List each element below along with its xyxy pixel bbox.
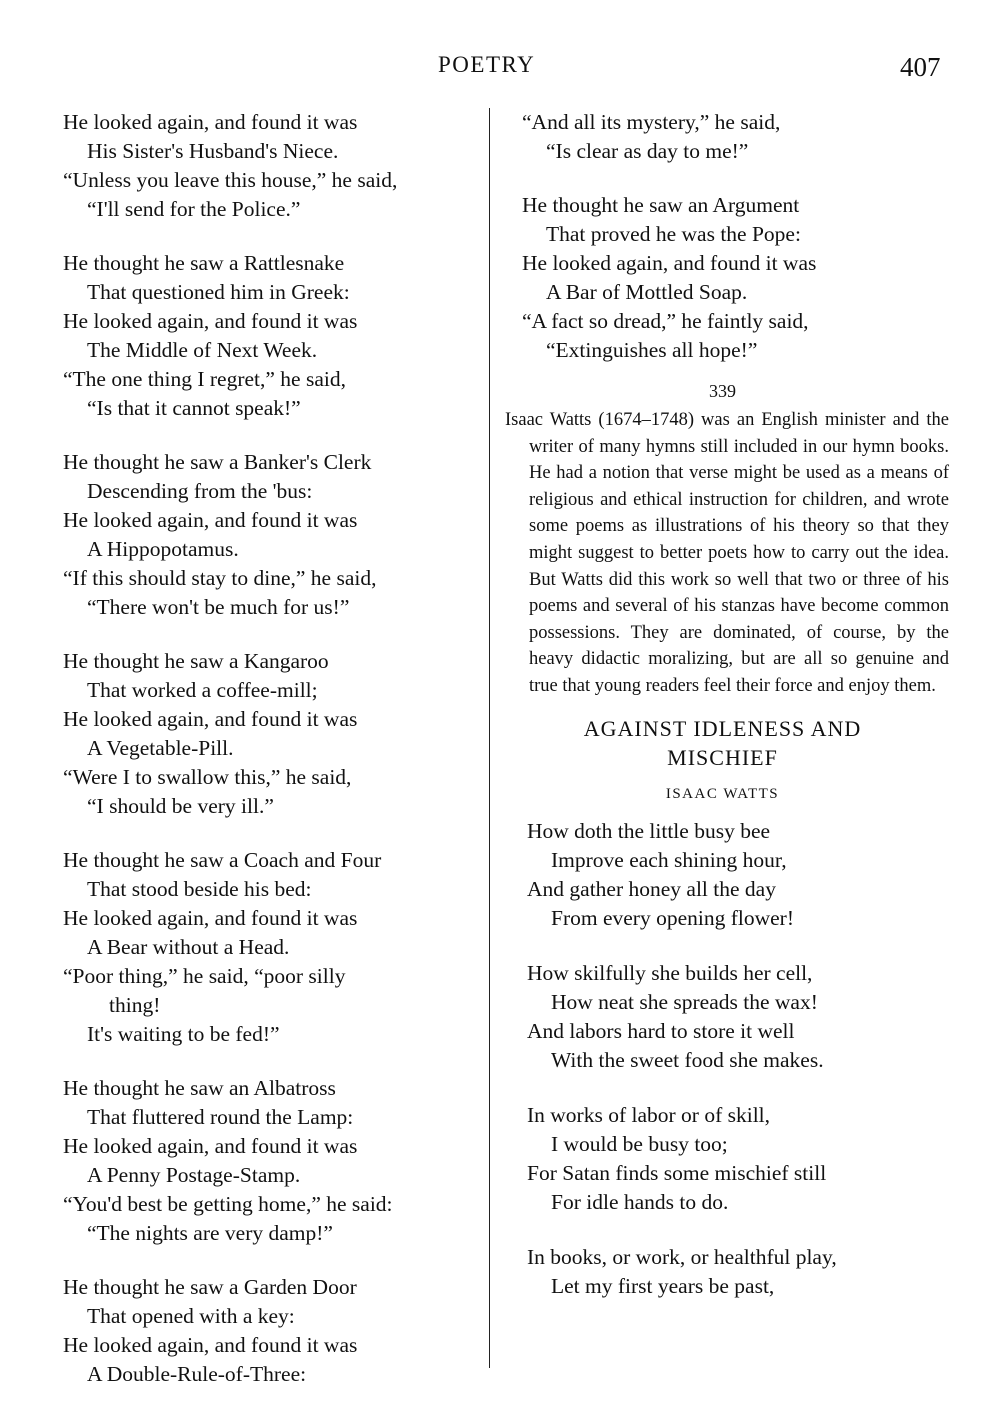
verse-line: He thought he saw a Garden Door xyxy=(63,1275,357,1299)
right-column xyxy=(500,108,949,1327)
verse-line: For Satan finds some mischief still xyxy=(527,1160,827,1185)
verse-line: He looked again, and found it was xyxy=(522,251,817,275)
verse-line: From every opening flower! xyxy=(551,905,794,930)
verse-line: “A fact so dread,” he faintly said, xyxy=(522,309,809,333)
stanza xyxy=(500,191,945,365)
verse-line: A Penny Postage-Stamp. xyxy=(87,1163,301,1187)
stanza xyxy=(63,448,478,622)
verse-line: He looked again, and found it was xyxy=(63,1333,358,1357)
stanza xyxy=(63,108,478,224)
verse-line: How neat she spreads the wax! xyxy=(551,989,818,1014)
verse-line: That fluttered round the Lamp: xyxy=(87,1105,354,1129)
verse-line: “There won't be much for us!” xyxy=(87,595,350,619)
verse-line: He thought he saw a Kangaroo xyxy=(63,649,329,673)
verse-line: “Were I to swallow this,” he said, xyxy=(63,765,352,789)
verse-line: “You'd best be getting home,” he said: xyxy=(63,1192,393,1216)
verse-line: He thought he saw an Albatross xyxy=(63,1076,336,1100)
verse-line: “And all its mystery,” he said, xyxy=(522,110,781,134)
verse-line: “Unless you leave this house,” he said, xyxy=(63,168,398,192)
stanza xyxy=(63,846,478,1049)
page-header xyxy=(0,48,1000,88)
verse-line: “If this should stay to dine,” he said, xyxy=(63,566,377,590)
verse-line: He looked again, and found it was xyxy=(63,707,358,731)
note-number: 339 xyxy=(709,381,736,401)
verse-line: And labors hard to store it well xyxy=(527,1018,795,1043)
column-divider xyxy=(489,108,490,1368)
stanza xyxy=(527,1101,945,1217)
verse-line: That worked a coffee-mill; xyxy=(87,678,318,702)
verse-line: That opened with a key: xyxy=(87,1304,295,1328)
stanza xyxy=(527,817,945,933)
verse-line: “I should be very ill.” xyxy=(87,794,274,818)
verse-line: He looked again, and found it was xyxy=(63,110,358,134)
verse-line: In books, or work, or healthful play, xyxy=(527,1244,837,1269)
running-head: POETRY xyxy=(438,52,536,77)
verse-line: And gather honey all the day xyxy=(527,876,776,901)
verse-line: “The nights are very damp!” xyxy=(87,1221,333,1245)
poem-title-line: MISCHIEF xyxy=(667,744,778,770)
verse-line: “The one thing I regret,” he said, xyxy=(63,367,346,391)
stanza xyxy=(527,959,945,1075)
verse-line: He thought he saw a Banker's Clerk xyxy=(63,450,372,474)
verse-line: “Poor thing,” he said, “poor silly xyxy=(63,964,346,988)
verse-line: thing! xyxy=(109,993,161,1017)
verse-line: That stood beside his bed: xyxy=(87,877,312,901)
stanza xyxy=(500,108,945,166)
stanza xyxy=(63,1273,478,1389)
verse-line: That questioned him in Greek: xyxy=(87,280,350,304)
verse-line: With the sweet food she makes. xyxy=(551,1047,824,1072)
verse-line: It's waiting to be fed!” xyxy=(87,1022,280,1046)
verse-line: The Middle of Next Week. xyxy=(87,338,318,362)
verse-line: Improve each shining hour, xyxy=(551,847,787,872)
verse-line: A Bar of Mottled Soap. xyxy=(546,280,748,304)
verse-line: Let my first years be past, xyxy=(551,1273,775,1298)
verse-line: He looked again, and found it was xyxy=(63,508,358,532)
verse-line: In works of labor or of skill, xyxy=(527,1102,771,1127)
left-column xyxy=(63,108,478,1414)
verse-line: “Is clear as day to me!” xyxy=(546,139,749,163)
verse-line: A Bear without a Head. xyxy=(87,935,290,959)
verse-line: How skilfully she builds her cell, xyxy=(527,960,813,985)
verse-line: He looked again, and found it was xyxy=(63,906,358,930)
verse-line: A Vegetable-Pill. xyxy=(87,736,234,760)
poem-title-line: AGAINST IDLENESS AND xyxy=(583,715,862,741)
stanza xyxy=(63,1074,478,1248)
verse-line: He looked again, and found it was xyxy=(63,309,358,333)
verse-line: For idle hands to do. xyxy=(551,1189,729,1214)
continued-verse xyxy=(500,108,945,365)
verse-line: He looked again, and found it was xyxy=(63,1134,358,1158)
poem-body xyxy=(500,817,945,1301)
verse-line: “Is that it cannot speak!” xyxy=(87,396,301,420)
page-number: 407 xyxy=(900,52,941,82)
poem-title xyxy=(500,714,945,772)
verse-line: He thought he saw a Rattlesnake xyxy=(63,251,345,275)
stanza xyxy=(63,249,478,423)
verse-line: He thought he saw a Coach and Four xyxy=(63,848,382,872)
stanza xyxy=(63,647,478,821)
editorial-note: Isaac Watts (1674–1748) was an English minister and the writer of many hymns still included in our hymn books. He had a notion that verse might be used as a means of religious and ethical instruction for children, and wrote some poems as illustrations of his theory so that they might suggest to better poets how to carry out the idea. But Watts did this work so well that two or three of his poems and several of his stanzas have become common possessions. They are dominated, of course, by the heavy didactic moralizing, but are all so genuine and true that young readers feel their force and enjoy them. xyxy=(505,410,949,696)
verse-line: His Sister's Husband's Niece. xyxy=(87,139,339,163)
verse-line: He thought he saw an Argument xyxy=(522,193,800,217)
verse-line: “Extinguishes all hope!” xyxy=(546,338,758,362)
verse-line: “I'll send for the Police.” xyxy=(87,197,301,221)
verse-line: Descending from the 'bus: xyxy=(87,479,313,503)
poem-author: ISAAC WATTS xyxy=(665,785,780,802)
verse-line: A Double-Rule-of-Three: xyxy=(87,1362,307,1386)
stanza xyxy=(527,1243,945,1301)
verse-line: I would be busy too; xyxy=(551,1131,728,1156)
verse-line: That proved he was the Pope: xyxy=(546,222,801,246)
verse-line: How doth the little busy bee xyxy=(527,818,771,843)
verse-line: A Hippopotamus. xyxy=(87,537,239,561)
